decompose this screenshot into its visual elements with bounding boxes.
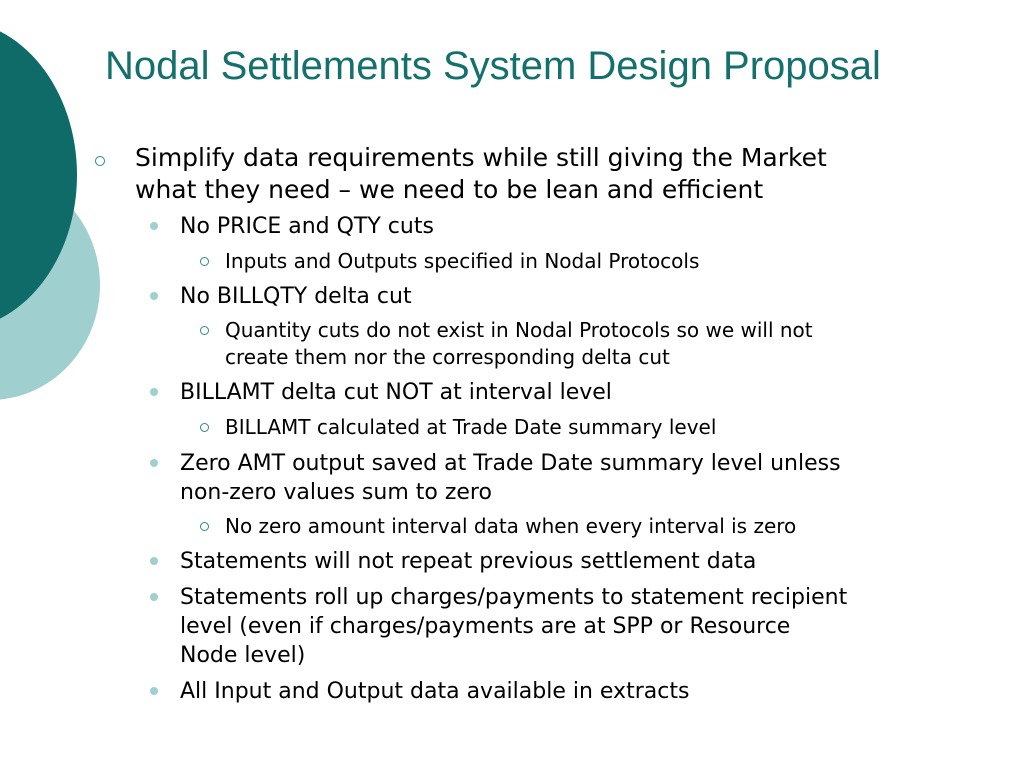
slide-title: Nodal Settlements System Design Proposal — [105, 44, 881, 88]
filled-dot-bullet-icon — [150, 222, 158, 230]
hollow-circle-bullet-icon — [200, 423, 209, 432]
bullet-text-line: Quantity cuts do not exist in Nodal Protocols so we will not — [225, 318, 813, 342]
bullet-text-line: Simplify data requirements while still giving the Market — [135, 143, 827, 172]
hollow-circle-bullet-icon — [95, 156, 105, 166]
bullet-text-line: All Input and Output data available in extracts — [180, 679, 690, 704]
bullet-text-line: BILLAMT calculated at Trade Date summary level — [225, 415, 717, 439]
hollow-circle-bullet-icon — [200, 257, 209, 266]
filled-dot-bullet-icon — [150, 593, 158, 601]
filled-dot-bullet-icon — [150, 687, 158, 695]
bullet-item-level-1 — [95, 142, 827, 206]
bullet-item-level-3 — [95, 513, 796, 540]
bullet-text-line: Statements roll up charges/payments to statement recipient — [180, 585, 848, 610]
hollow-circle-bullet-icon — [200, 326, 209, 335]
bullet-text-line: Inputs and Outputs specified in Nodal Protocols — [225, 249, 700, 273]
filled-dot-bullet-icon — [150, 292, 158, 300]
bullet-item-level-3 — [95, 414, 716, 441]
bullet-text-line: No PRICE and QTY cuts — [180, 214, 434, 239]
filled-dot-bullet-icon — [150, 388, 158, 396]
filled-dot-bullet-icon — [150, 459, 158, 467]
bullet-text-line: Statements will not repeat previous settlement data — [180, 549, 757, 574]
bullet-text-line: Zero AMT output saved at Trade Date summary level unless — [180, 451, 841, 476]
bullet-item-level-2 — [95, 449, 841, 507]
bullet-text-line: create them nor the corresponding delta cut — [225, 345, 670, 369]
bullet-item-level-2 — [95, 378, 612, 407]
bullet-item-level-3 — [95, 317, 813, 371]
bullet-item-level-2 — [95, 583, 847, 670]
bullet-text-line: No zero amount interval data when every interval is zero — [225, 514, 797, 538]
bullet-item-level-2 — [95, 212, 434, 241]
bullet-item-level-2 — [95, 282, 412, 311]
bullet-item-level-2 — [95, 677, 689, 706]
bullet-text-line: non-zero values sum to zero — [180, 480, 492, 505]
bullet-text-line: Node level) — [180, 643, 306, 668]
hollow-circle-bullet-icon — [200, 522, 209, 531]
filled-dot-bullet-icon — [150, 557, 158, 565]
bullet-text-line: No BILLQTY delta cut — [180, 284, 412, 309]
bullet-item-level-2 — [95, 547, 756, 576]
bullet-text-line: level (even if charges/payments are at SPP or Resource — [180, 614, 791, 639]
bullet-text-line: BILLAMT delta cut NOT at interval level — [180, 380, 612, 405]
bullet-item-level-3 — [95, 248, 699, 275]
bullet-text-line: what they need – we need to be lean and efficient — [135, 175, 764, 204]
